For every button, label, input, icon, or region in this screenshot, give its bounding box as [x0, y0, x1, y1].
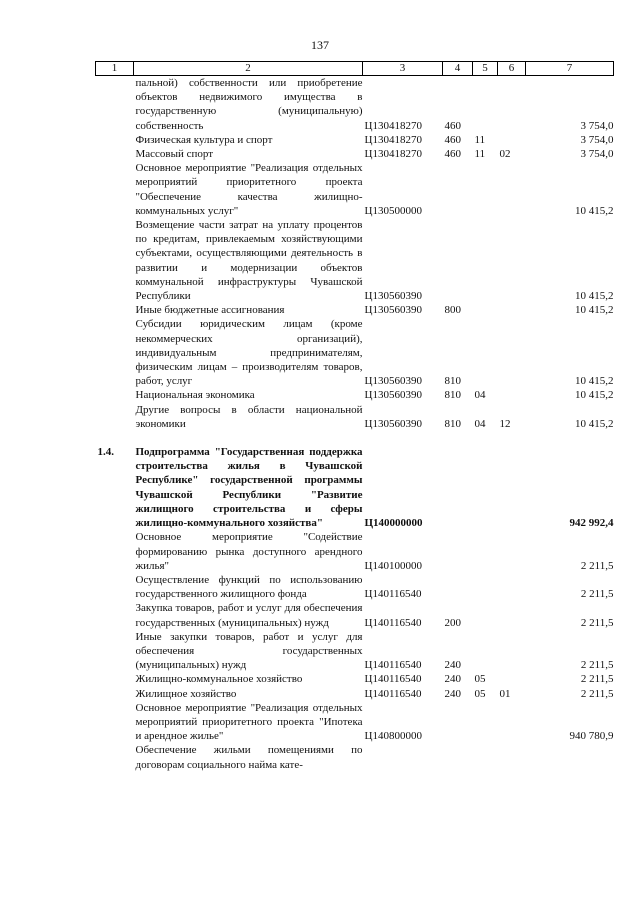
amount-cell: 3 754,0 [580, 148, 614, 161]
target-code-cell: Ц140116540 [364, 687, 422, 700]
table-row [96, 388, 614, 402]
target-code-cell: Ц140116540 [364, 588, 422, 601]
description-cell: пальной) собственности или приобретение объектов недвижимого имущества в государственную (муниципальную) собственность [135, 77, 363, 132]
subsection-code-cell [498, 388, 526, 402]
target-code-cell: Ц130560390 [364, 375, 422, 388]
header-cell-1: 1 [96, 62, 134, 76]
section-number-cell [96, 530, 134, 573]
table-row [96, 701, 614, 744]
subsection-code-cell [498, 743, 526, 771]
expense-type-cell: 240 [444, 673, 461, 686]
description-cell: Закупка товаров, работ и услуг для обеспечения государственных (муниципальных) нужд [135, 602, 363, 629]
expense-type-cell [443, 701, 473, 744]
amount-cell: 3 754,0 [580, 119, 614, 132]
section-code-cell: 04 [474, 417, 486, 430]
expense-type-cell: 460 [444, 133, 461, 146]
section-number-cell [96, 303, 134, 317]
subsection-code-cell [498, 76, 526, 133]
expense-type-cell: 460 [444, 119, 461, 132]
subsection-code-cell [498, 317, 526, 388]
target-code-cell: Ц130418270 [364, 133, 422, 146]
section-number-cell [96, 161, 134, 218]
subsection-code-cell [498, 218, 526, 303]
spacer-row [96, 431, 614, 445]
table-row [96, 161, 614, 218]
subsection-code-cell [498, 161, 526, 218]
table-row [96, 630, 614, 673]
header-cell-6: 6 [498, 62, 526, 76]
expense-type-cell: 810 [444, 417, 461, 430]
header-cell-3: 3 [363, 62, 443, 76]
table-row [96, 147, 614, 161]
section-code-cell [473, 76, 498, 133]
expense-type-cell [443, 445, 473, 530]
description-cell: Жилищно-коммунальное хозяйство [135, 673, 303, 686]
amount-cell: 2 211,5 [580, 673, 614, 686]
subsection-code-cell [498, 630, 526, 673]
target-code-cell: Ц130560390 [364, 290, 422, 303]
table-row [96, 573, 614, 601]
table-row [96, 317, 614, 388]
section-number-cell [96, 672, 134, 686]
section-code-cell [473, 743, 498, 771]
section-code-cell [473, 573, 498, 601]
section-number-cell [96, 601, 134, 629]
subsection-code-cell: 02 [499, 148, 511, 161]
amount-cell [526, 743, 614, 771]
amount-cell: 2 211,5 [580, 687, 614, 700]
amount-cell: 3 754,0 [580, 133, 614, 146]
subsection-code-cell [498, 133, 526, 147]
target-code-cell: Ц140800000 [364, 730, 422, 743]
expense-type-cell: 240 [444, 659, 461, 672]
amount-cell: 10 415,2 [575, 375, 614, 388]
expense-type-cell: 810 [444, 389, 461, 402]
description-cell: Возмещение части затрат на уплату процентов по кредитам, привлекаемым хозяйствующими субъектами, осуществляющими деятельность в развитии и модернизации объектов коммунальной инфраструктуры Чувашской Республики [135, 219, 363, 303]
subsection-code-cell [498, 530, 526, 573]
section-number-cell [96, 701, 134, 744]
header-cell-5: 5 [473, 62, 498, 76]
table-row [96, 601, 614, 629]
description-cell: Подпрограмма "Государственная поддержка строительства жилья в Чувашской Республике" государственной программы Чувашской Республики "Развитие жилищного строительства и сферы жилищно-коммунального хозяйства" [135, 446, 363, 530]
section-number-cell [96, 403, 134, 431]
expense-type-cell [443, 530, 473, 573]
subsection-code-cell [498, 445, 526, 530]
subsection-code-cell [498, 573, 526, 601]
section-code-cell [473, 303, 498, 317]
section-code-cell [473, 601, 498, 629]
description-cell: Массовый спорт [135, 148, 214, 161]
section-number-cell [96, 573, 134, 601]
table-row [96, 133, 614, 147]
description-cell: Другие вопросы в области национальной экономики [135, 403, 363, 430]
budget-table [95, 61, 614, 772]
amount-cell: 2 211,5 [580, 559, 614, 572]
target-code-cell: Ц130560390 [364, 304, 422, 317]
section-number-cell [96, 388, 134, 402]
amount-cell: 10 415,2 [575, 304, 614, 317]
header-cell-7: 7 [526, 62, 614, 76]
section-code-cell [473, 161, 498, 218]
amount-cell: 10 415,2 [575, 290, 614, 303]
section-code-cell: 05 [474, 687, 486, 700]
section-code-cell: 11 [474, 148, 486, 161]
table-row [96, 403, 614, 431]
target-code-cell: Ц130418270 [364, 148, 422, 161]
description-cell: Национальная экономика [135, 389, 255, 402]
target-code-cell [363, 743, 443, 771]
section-number-cell [96, 743, 134, 771]
section-number-cell [96, 133, 134, 147]
section-code-cell: 04 [474, 389, 486, 402]
subsection-code-cell: 01 [499, 687, 511, 700]
amount-cell: 2 211,5 [580, 588, 614, 601]
target-code-cell: Ц140000000 [364, 517, 423, 530]
description-cell: Физическая культура и спорт [135, 133, 273, 146]
description-cell: Обеспечение жильми помещениями по договорам социального найма кате- [135, 744, 363, 771]
description-cell: Основное мероприятие "Реализация отдельных мероприятий приоритетного проекта "Обеспечение качества жилищно-коммунальных услуг" [135, 162, 363, 217]
section-code-cell: 11 [474, 133, 486, 146]
target-code-cell: Ц140100000 [364, 559, 422, 572]
header-cell-4: 4 [443, 62, 473, 76]
section-code-cell: 05 [474, 673, 486, 686]
subsection-code-cell [498, 601, 526, 629]
section-number-cell [96, 218, 134, 303]
amount-cell: 2 211,5 [580, 659, 614, 672]
target-code-cell: Ц140116540 [364, 659, 422, 672]
target-code-cell: Ц130500000 [364, 204, 422, 217]
section-code-cell [473, 317, 498, 388]
page-number: 137 [311, 38, 329, 52]
table-row [96, 76, 614, 133]
subsection-code-cell [498, 701, 526, 744]
section-code-cell [473, 530, 498, 573]
section-number-cell [96, 630, 134, 673]
section-number-cell [96, 147, 134, 161]
section-number-cell [96, 76, 134, 133]
expense-type-cell [443, 573, 473, 601]
description-cell: Осуществление функций по использованию государственного жилищного фонда [135, 573, 363, 601]
table-row [96, 530, 614, 573]
amount-cell: 10 415,2 [575, 204, 614, 217]
description-cell: Жилищное хозяйство [135, 687, 237, 700]
table-body [96, 76, 614, 772]
amount-cell: 940 780,9 [569, 730, 614, 743]
section-number-cell: 1.4. [97, 446, 114, 459]
spacer-cell [96, 431, 614, 445]
amount-cell: 10 415,2 [575, 389, 614, 402]
target-code-cell: Ц140116540 [364, 673, 422, 686]
amount-cell: 942 992,4 [569, 517, 614, 530]
expense-type-cell: 460 [444, 148, 461, 161]
subsection-code-cell [498, 672, 526, 686]
table-row [96, 687, 614, 701]
table-row [96, 672, 614, 686]
section-code-cell [473, 445, 498, 530]
expense-type-cell: 810 [444, 375, 461, 388]
description-cell: Основное мероприятие "Реализация отдельных мероприятий приоритетного проекта "Ипотека и арендное жилье" [135, 701, 363, 743]
amount-cell: 2 211,5 [580, 616, 614, 629]
description-cell: Иные бюджетные ассигнования [135, 304, 285, 317]
header-row [96, 62, 614, 76]
target-code-cell: Ц130418270 [364, 119, 422, 132]
expense-type-cell [443, 218, 473, 303]
target-code-cell: Ц130560390 [364, 389, 422, 402]
table-row [96, 218, 614, 303]
amount-cell: 10 415,2 [575, 417, 614, 430]
table-row [96, 445, 614, 530]
expense-type-cell: 800 [444, 304, 461, 317]
section-number-cell [96, 687, 134, 701]
description-cell: Основное мероприятие "Содействие формированию рынка доступного арендного жилья" [135, 531, 363, 572]
header-cell-2: 2 [134, 62, 363, 76]
section-code-cell [473, 218, 498, 303]
description-cell: Субсидии юридическим лицам (кроме некоммерческих организаций), индивидуальным предпринимателям, физическим лицам – производителям товаров, работ, услуг [135, 318, 363, 388]
subsection-code-cell: 12 [499, 417, 511, 430]
section-code-cell [473, 701, 498, 744]
expense-type-cell: 200 [444, 616, 461, 629]
section-code-cell [473, 630, 498, 673]
section-number-cell [96, 317, 134, 388]
target-code-cell: Ц130560390 [364, 417, 422, 430]
expense-type-cell [443, 161, 473, 218]
subsection-code-cell [498, 303, 526, 317]
target-code-cell: Ц140116540 [364, 616, 422, 629]
table-row [96, 303, 614, 317]
expense-type-cell: 240 [444, 687, 461, 700]
table-row [96, 743, 614, 771]
expense-type-cell [443, 743, 473, 771]
description-cell: Иные закупки товаров, работ и услуг для обеспечения государственных (муниципальных) нужд [135, 630, 363, 672]
